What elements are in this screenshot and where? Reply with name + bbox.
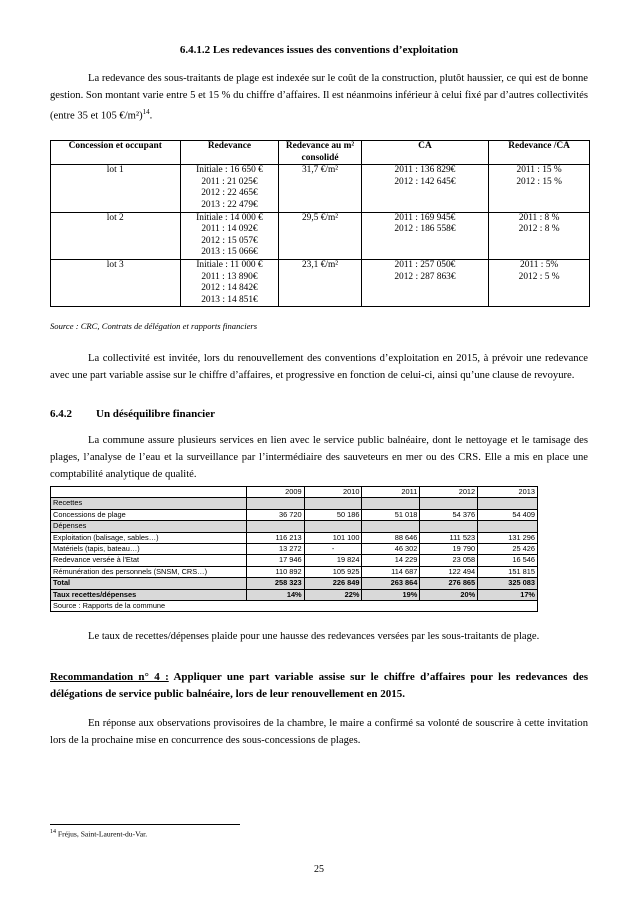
finance-row — [51, 589, 538, 600]
value-cell — [304, 521, 362, 532]
finance-header-row — [51, 487, 538, 498]
value-cell: 276 865 — [420, 578, 478, 589]
ratio-line: 2011 : 5% — [520, 259, 559, 270]
value-cell — [362, 498, 420, 509]
finance-row — [51, 555, 538, 566]
value-cell: 36 720 — [246, 509, 304, 520]
lot-cell: lot 1 — [51, 165, 181, 212]
recommendation-label: Recommandation n° 4 : — [50, 671, 169, 683]
redevance-line: Initiale : 11 000 € — [196, 259, 263, 270]
finance-source: Source : Rapports de la commune — [51, 601, 538, 612]
header-ratio: Redevance /CA — [489, 141, 590, 165]
value-cell: 22% — [304, 589, 362, 600]
ca-line: 2012 : 186 558€ — [394, 224, 456, 235]
value-cell: 14 229 — [362, 555, 420, 566]
year-header: 2011 — [362, 487, 420, 498]
section-heading: 6.4.1.2 Les redevances issues des conventions d’exploitation — [179, 44, 459, 56]
value-cell: 114 687 — [362, 566, 420, 577]
value-cell: 46 302 — [362, 544, 420, 555]
paragraph-3: La commune assure plusieurs services en lien avec le service public balnéaire, dont le nettoyage et le tamisage des plages, l’analyse de l’eau et la surveillance par l’intermédiaire des sauveteurs en mer ou des CRS. Elle a mis en place une comptabilité analytique de qualité. — [50, 435, 588, 480]
value-cell — [478, 498, 538, 509]
value-cell: 54 409 — [478, 509, 538, 520]
finance-row — [51, 566, 538, 577]
value-cell: 131 296 — [478, 532, 538, 543]
year-header: 2013 — [478, 487, 538, 498]
value-cell — [246, 498, 304, 509]
value-cell: 105 925 — [304, 566, 362, 577]
finance-row — [51, 578, 538, 589]
value-cell: 14% — [246, 589, 304, 600]
subsection-number: 6.4.2 — [50, 408, 72, 420]
value-cell: 19 824 — [304, 555, 362, 566]
redevance-line: Initiale : 14 000 € — [196, 212, 263, 223]
ca-line: 2011 : 169 945€ — [394, 212, 456, 223]
table-row — [51, 259, 590, 306]
header-blank — [51, 487, 247, 498]
page-number: 25 — [314, 864, 324, 875]
value-cell — [420, 521, 478, 532]
paragraph-2: La collectivité est invitée, lors du renouvellement des conventions d’exploitation en 2015, à prévoir une redevance avec une part variable assise sur le chiffre d’affaires, et progressive en fonction de celui-ci, ainsi qu’une clause de revoyure. — [50, 353, 588, 381]
subsection-label: Un déséquilibre financier — [96, 408, 215, 420]
ca-line: 2011 : 136 829€ — [394, 165, 456, 176]
ratio-line: 2011 : 8 % — [518, 212, 560, 223]
table-source: Source : CRC, Contrats de délégation et rapports financiers — [50, 321, 258, 331]
footnote-number: 14 — [50, 829, 56, 835]
ratio-line: 2011 : 15 % — [516, 165, 562, 176]
value-cell: 116 213 — [246, 532, 304, 543]
value-cell — [420, 498, 478, 509]
value-cell: 151 815 — [478, 566, 538, 577]
footnote-divider — [50, 824, 240, 825]
row-label: Redevance versée à l'Etat — [51, 555, 247, 566]
row-label: Dépenses — [51, 521, 247, 532]
redevance-line: Initiale : 16 650 € — [196, 165, 263, 176]
redevance-line: 2011 : 13 890€ — [201, 271, 258, 282]
finance-row — [51, 498, 538, 509]
value-cell — [304, 498, 362, 509]
footnote — [50, 829, 147, 839]
finance-row — [51, 544, 538, 555]
value-cell: 19 790 — [420, 544, 478, 555]
table-row — [51, 165, 590, 212]
redevance-cell — [180, 259, 279, 306]
recommendation-text: Appliquer une part variable assise sur le chiffre d’affaires pour les redevances des délégations de service public balnéaire, lors de leur renouvellement en 2015. — [50, 671, 588, 700]
ratio-line: 2012 : 8 % — [518, 224, 560, 235]
value-cell: 110 892 — [246, 566, 304, 577]
ca-line: 2011 : 257 050€ — [394, 259, 456, 270]
value-cell: 51 018 — [362, 509, 420, 520]
ratio-line: 2012 : 5 % — [518, 271, 560, 282]
finance-row — [51, 509, 538, 520]
lot-cell: lot 3 — [51, 259, 181, 306]
ca-line: 2012 : 142 645€ — [394, 176, 456, 187]
value-cell: 17 946 — [246, 555, 304, 566]
value-cell: 325 083 — [478, 578, 538, 589]
value-cell: 101 100 — [304, 532, 362, 543]
paragraph-5: En réponse aux observations provisoires de la chambre, le maire a confirmé sa volonté de souscrire à cette invitation lors de la prochaine mise en concurrence des sous-concessions de plages. — [50, 718, 588, 746]
ca-cell — [361, 212, 489, 259]
year-header: 2010 — [304, 487, 362, 498]
table-row — [51, 212, 590, 259]
row-label: Recettes — [51, 498, 247, 509]
value-cell: 20% — [420, 589, 478, 600]
redevance-line: 2013 : 15 066€ — [201, 247, 258, 258]
value-cell: 258 323 — [246, 578, 304, 589]
redevance-line: 2011 : 21 025€ — [201, 176, 258, 187]
per-m2-cell: 31,7 €/m² — [279, 165, 361, 212]
per-m2-cell: 29,5 €/m² — [279, 212, 361, 259]
ratio-line: 2012 : 15 % — [516, 176, 562, 187]
value-cell: 111 523 — [420, 532, 478, 543]
value-cell: 226 849 — [304, 578, 362, 589]
ca-cell — [361, 165, 489, 212]
ratio-cell — [489, 212, 590, 259]
row-label: Matériels (tapis, bateau…) — [51, 544, 247, 555]
table-header-row — [51, 141, 590, 165]
value-cell: 17% — [478, 589, 538, 600]
subsection-title — [50, 408, 215, 420]
year-header: 2009 — [246, 487, 304, 498]
per-m2-cell: 23,1 €/m² — [279, 259, 361, 306]
value-cell: 263 864 — [362, 578, 420, 589]
lot-cell: lot 2 — [51, 212, 181, 259]
value-cell: - — [304, 544, 362, 555]
redevance-cell — [180, 212, 279, 259]
value-cell — [478, 521, 538, 532]
header-redevance: Redevance — [180, 141, 279, 165]
value-cell: 50 186 — [304, 509, 362, 520]
row-label: Concessions de plage — [51, 509, 247, 520]
value-cell: 23 058 — [420, 555, 478, 566]
recommendation — [50, 669, 588, 703]
intro-text: La redevance des sous-traitants de plage est indexée sur le coût de la construction, plutôt haussier, ce qui est de bonne gestion. Son montant varie entre 5 et 15 % du chiffre d’affaires. Il est néanmoins inférieur à celui fixé par d’autres collectivités (entre 35 et 105 €/m²) — [50, 73, 588, 122]
year-header: 2012 — [420, 487, 478, 498]
finance-source-row — [51, 601, 538, 612]
ratio-cell — [489, 259, 590, 306]
concession-table — [50, 140, 590, 307]
redevance-line: 2013 : 22 479€ — [201, 199, 258, 210]
redevance-line: 2012 : 15 057€ — [201, 235, 258, 246]
row-label: Taux recettes/dépenses — [51, 589, 247, 600]
value-cell — [362, 521, 420, 532]
footnote-text: Fréjus, Saint-Laurent-du-Var. — [57, 829, 148, 839]
value-cell: 16 546 — [478, 555, 538, 566]
redevance-line: 2012 : 22 465€ — [201, 188, 258, 199]
ca-cell — [361, 259, 489, 306]
value-cell: 122 494 — [420, 566, 478, 577]
row-label: Exploitation (balisage, sables…) — [51, 532, 247, 543]
redevance-line: 2011 : 14 092€ — [201, 224, 258, 235]
value-cell: 54 376 — [420, 509, 478, 520]
ratio-cell — [489, 165, 590, 212]
header-redevance-m2: Redevance au m² consolidé — [279, 141, 361, 165]
row-label: Total — [51, 578, 247, 589]
ca-line: 2012 : 287 863€ — [394, 271, 456, 282]
finance-table — [50, 486, 538, 612]
header-concession: Concession et occupant — [51, 141, 181, 165]
footnote-ref[interactable]: 14 — [142, 108, 150, 116]
value-cell: 13 272 — [246, 544, 304, 555]
intro-paragraph: La redevance des sous-traitants de plage est indexée sur le coût de la construction, plutôt haussier, ce qui est de bonne gestion. Son montant varie entre 5 et 15 % du chiffre d’affaires. Il est néanmoins inférieur à celui fixé par d’autres collectivités (entre 35 et 105 €/m²)$^{14}$. — [50, 73, 588, 122]
value-cell: 88 646 — [362, 532, 420, 543]
redevance-cell — [180, 165, 279, 212]
row-label: Rémunération des personnels (SNSM, CRS…) — [51, 566, 247, 577]
value-cell — [246, 521, 304, 532]
paragraph-4: Le taux de recettes/dépenses plaide pour une hausse des redevances versées par les sous-traitants de plage. — [88, 631, 540, 642]
value-cell: 25 426 — [478, 544, 538, 555]
redevance-line: 2013 : 14 851€ — [201, 294, 258, 305]
finance-row — [51, 532, 538, 543]
redevance-line: 2012 : 14 842€ — [201, 283, 258, 294]
header-ca: CA — [361, 141, 489, 165]
value-cell: 19% — [362, 589, 420, 600]
finance-row — [51, 521, 538, 532]
